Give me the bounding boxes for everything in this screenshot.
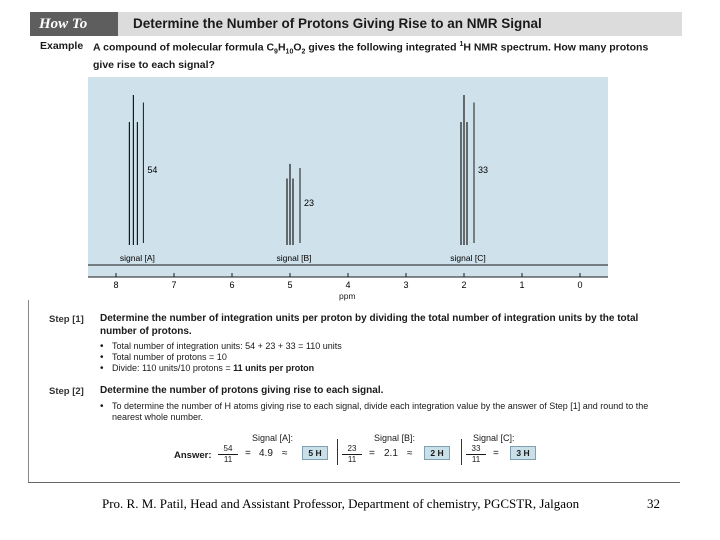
ppm-tick-label: 0 bbox=[577, 280, 583, 290]
signal-a-answer-box: 5 H bbox=[302, 446, 328, 460]
signal-a-fraction: $\frac{54}{11}$ bbox=[218, 444, 238, 465]
signal-c-header: Signal [C]: bbox=[473, 433, 515, 443]
signal-b-value: 2.1 bbox=[384, 448, 398, 459]
signal-c-answer-box: 3 H bbox=[510, 446, 536, 460]
signal-a-header: Signal [A]: bbox=[252, 433, 294, 443]
step2-label: Step [2] bbox=[49, 386, 84, 397]
how-to-title: Determine the Number of Protons Giving Rise to an NMR Signal bbox=[133, 16, 542, 31]
ppm-tick-label: 3 bbox=[403, 280, 409, 290]
ppm-tick-label: 7 bbox=[171, 280, 177, 290]
how-to-header bbox=[30, 12, 682, 36]
column-divider bbox=[337, 439, 338, 465]
bottom-rule bbox=[28, 482, 680, 483]
page-number: 32 bbox=[647, 496, 660, 511]
integration-value: 33 bbox=[478, 165, 489, 175]
list-item: • Divide: 110 units/10 protons = 11 units per proton bbox=[100, 363, 670, 374]
nmr-signal-a bbox=[120, 95, 157, 263]
answer-label: Answer: bbox=[174, 450, 212, 461]
list-item: • Total number of integration units: 54 + 23 + 33 = 110 units bbox=[100, 341, 670, 352]
signal-c-fraction: $\frac{33}{11}$ bbox=[466, 444, 486, 465]
ppm-tick-label: 2 bbox=[461, 280, 467, 290]
step1-label: Step [1] bbox=[49, 314, 84, 325]
signal-b-header: Signal [B]: bbox=[374, 433, 416, 443]
left-rule bbox=[28, 300, 29, 482]
integration-value: 54 bbox=[147, 165, 158, 175]
signal-b-equals: = bbox=[369, 448, 375, 459]
signal-b-fraction: $\frac{23}{11}$ bbox=[342, 444, 362, 465]
signal-c-equals: = bbox=[493, 448, 499, 459]
ppm-tick-label: 5 bbox=[287, 280, 293, 290]
step1-bullets bbox=[100, 341, 670, 374]
signal-a-equals: = bbox=[245, 448, 251, 459]
list-item: • Total number of protons = 10 bbox=[100, 352, 670, 363]
step1-heading: Determine the number of integration units per proton by dividing the total number of integration units by the total number of protons. bbox=[100, 313, 639, 337]
signal-a-value: 4.9 bbox=[259, 448, 273, 459]
list-item: • To determine the number of H atoms giving rise to each signal, divide each integration value by the answer of Step [1] and round to the nearest whole number. bbox=[100, 401, 670, 423]
example-question: A compound of molecular formula $C_9H_{10}O_2$ gives the following integrated $^1$H NMR spectrum. How many protons give rise to each signal? bbox=[93, 41, 649, 71]
example-label: Example bbox=[40, 40, 84, 52]
ppm-tick-label: 4 bbox=[345, 280, 351, 290]
ppm-tick-label: 6 bbox=[229, 280, 235, 290]
step2-bullets bbox=[100, 401, 670, 423]
nmr-signal-c bbox=[450, 95, 488, 263]
signal-label: signal [B] bbox=[276, 253, 312, 263]
column-divider bbox=[461, 439, 462, 465]
signal-label: signal [A] bbox=[119, 253, 155, 263]
how-to-badge: How To bbox=[30, 12, 118, 36]
step2-heading: Determine the number of protons giving rise to each signal. bbox=[100, 385, 384, 396]
integration-value: 23 bbox=[304, 198, 315, 209]
signal-a-approx: ≈ bbox=[282, 448, 288, 459]
ppm-tick-label: 8 bbox=[113, 280, 119, 290]
signal-label: signal [C] bbox=[450, 253, 486, 263]
ppm-tick-label: 1 bbox=[519, 280, 525, 290]
nmr-spectrum bbox=[88, 77, 608, 290]
signal-b-approx: ≈ bbox=[407, 448, 413, 459]
footer-credit: Pro. R. M. Patil, Head and Assistant Professor, Department of chemistry, PGCSTR, Jalgaon bbox=[102, 496, 580, 511]
nmr-spectrum-plot bbox=[88, 77, 608, 291]
nmr-signal-b bbox=[277, 164, 315, 263]
signal-b-answer-box: 2 H bbox=[424, 446, 450, 460]
ppm-axis-label: ppm bbox=[339, 291, 356, 301]
